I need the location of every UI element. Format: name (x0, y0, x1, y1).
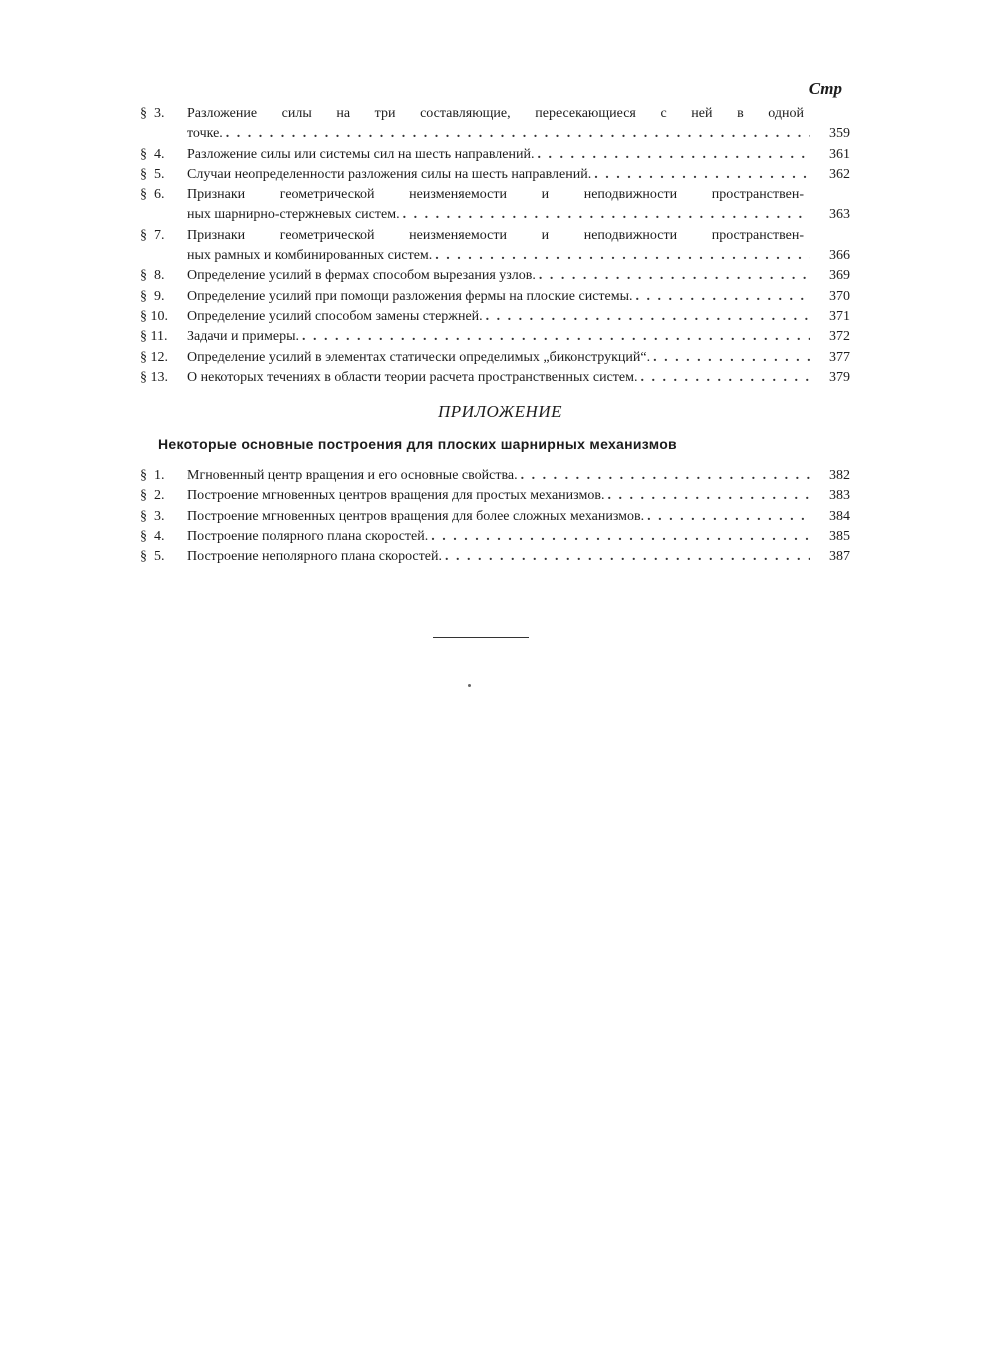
toc-entry (140, 507, 850, 527)
toc-page-number: 362 (829, 166, 850, 182)
toc-section-number: § 10. (140, 308, 168, 324)
appendix-title: ПРИЛОЖЕНИЕ (438, 402, 562, 421)
toc-entry-title-line: Определение усилий в элементах статически определимых „биконструкций“. (187, 349, 651, 365)
toc-page-number: 383 (829, 488, 850, 504)
toc-entry (140, 348, 850, 368)
toc-entry-title-line: Признаки геометрической неизменяемости и неподвижности пространствен- (187, 227, 804, 243)
toc-entry (140, 104, 850, 145)
scan-speck (468, 684, 471, 687)
toc-page-number: 377 (829, 349, 850, 365)
toc-section-number: § 3. (140, 106, 165, 121)
toc-entry (140, 226, 850, 267)
toc-entry-title-line: Построение полярного плана скоростей. (187, 528, 429, 544)
toc-section-number: § 5. (140, 166, 165, 182)
toc-page-number: 359 (829, 126, 850, 142)
page-column-header: Стр (808, 79, 842, 98)
toc-page-number: 387 (829, 549, 850, 565)
toc-main-list (140, 104, 850, 388)
leader-dots (640, 368, 810, 388)
toc-entry (140, 266, 850, 286)
toc-page-number: 363 (829, 207, 850, 223)
toc-entry-title-line: ных рамных и комбинированных систем. (187, 248, 433, 264)
toc-page-number: 370 (829, 288, 850, 304)
toc-entry (140, 307, 850, 327)
toc-entry (140, 368, 850, 388)
leader-dots (435, 246, 810, 266)
toc-entry-title-line: Случаи неопределенности разложения силы на шесть направлений. (187, 166, 592, 182)
toc-page-number: 371 (829, 308, 850, 324)
toc-section-number: § 13. (140, 369, 168, 385)
toc-entry (140, 287, 850, 307)
leader-dots (486, 307, 810, 327)
toc-entry (140, 145, 850, 165)
toc-section-number: § 11. (140, 329, 168, 345)
toc-entry-title-line: точке. (187, 126, 223, 142)
leader-dots (647, 507, 810, 527)
leader-dots (445, 547, 810, 567)
toc-section-number: § 4. (140, 528, 165, 544)
toc-entry-title-line: Определение усилий при помощи разложения фермы на плоские системы. (187, 288, 633, 304)
toc-entry-title-line: Разложение силы на три составляющие, пересекающиеся с ней в одной (187, 106, 804, 121)
toc-entry-title-line: Построение мгновенных центров вращения для простых механизмов. (187, 488, 605, 504)
leader-dots (431, 527, 810, 547)
toc-entry (140, 466, 850, 486)
toc-section-number: § 8. (140, 268, 165, 284)
toc-page-number: 379 (829, 369, 850, 385)
toc-entry-title-line: ных шарнирно-стержневых систем. (187, 207, 400, 223)
leader-dots (403, 205, 810, 225)
toc-entry-title-line: Разложение силы или системы сил на шесть направлений. (187, 146, 535, 162)
closing-rule (433, 637, 529, 638)
toc-entry (140, 527, 850, 547)
toc-page-number: 369 (829, 268, 850, 284)
leader-dots (607, 486, 810, 506)
toc-section-number: § 7. (140, 227, 165, 243)
leader-dots (302, 327, 810, 347)
toc-page-number: 366 (829, 248, 850, 264)
toc-page-number: 385 (829, 528, 850, 544)
toc-entry-title-line: Задачи и примеры. (187, 329, 299, 345)
toc-section-number: § 1. (140, 468, 165, 483)
leader-dots (636, 287, 810, 307)
toc-page-number: 361 (829, 146, 850, 162)
toc-entry (140, 547, 850, 567)
toc-entry-title-line: Признаки геометрической неизменяемости и неподвижности пространствен- (187, 187, 804, 203)
leader-dots (653, 348, 810, 368)
toc-appendix-list (140, 466, 850, 567)
appendix-subtitle: Некоторые основные построения для плоских шарнирных механизмов (158, 436, 677, 452)
toc-section-number: § 5. (140, 549, 165, 565)
leader-dots (539, 266, 810, 286)
leader-dots (594, 165, 810, 185)
toc-entry-title-line: Построение мгновенных центров вращения для более сложных механизмов. (187, 508, 645, 524)
toc-page-number: 372 (829, 329, 850, 345)
leader-dots (537, 145, 810, 165)
leader-dots (521, 466, 810, 486)
toc-entry-title-line: О некоторых течениях в области теории расчета пространственных систем. (187, 369, 638, 385)
leader-dots (226, 124, 810, 144)
toc-section-number: § 3. (140, 508, 165, 524)
toc-entry (140, 486, 850, 506)
toc-section-number: § 4. (140, 146, 165, 162)
toc-entry (140, 327, 850, 347)
toc-section-number: § 12. (140, 349, 168, 365)
toc-entry (140, 185, 850, 226)
toc-section-number: § 9. (140, 288, 165, 304)
toc-page-number: 384 (829, 508, 850, 524)
toc-entry-title-line: Построение неполярного плана скоростей. (187, 549, 442, 565)
toc-page-number: 382 (829, 468, 850, 483)
toc-entry (140, 165, 850, 185)
toc-section-number: § 6. (140, 187, 165, 203)
toc-entry-title-line: Определение усилий способом замены стержней. (187, 308, 483, 324)
toc-entry-title-line: Определение усилий в фермах способом вырезания узлов. (187, 268, 536, 284)
toc-section-number: § 2. (140, 488, 165, 504)
toc-entry-title-line: Мгновенный центр вращения и его основные свойства. (187, 468, 518, 483)
